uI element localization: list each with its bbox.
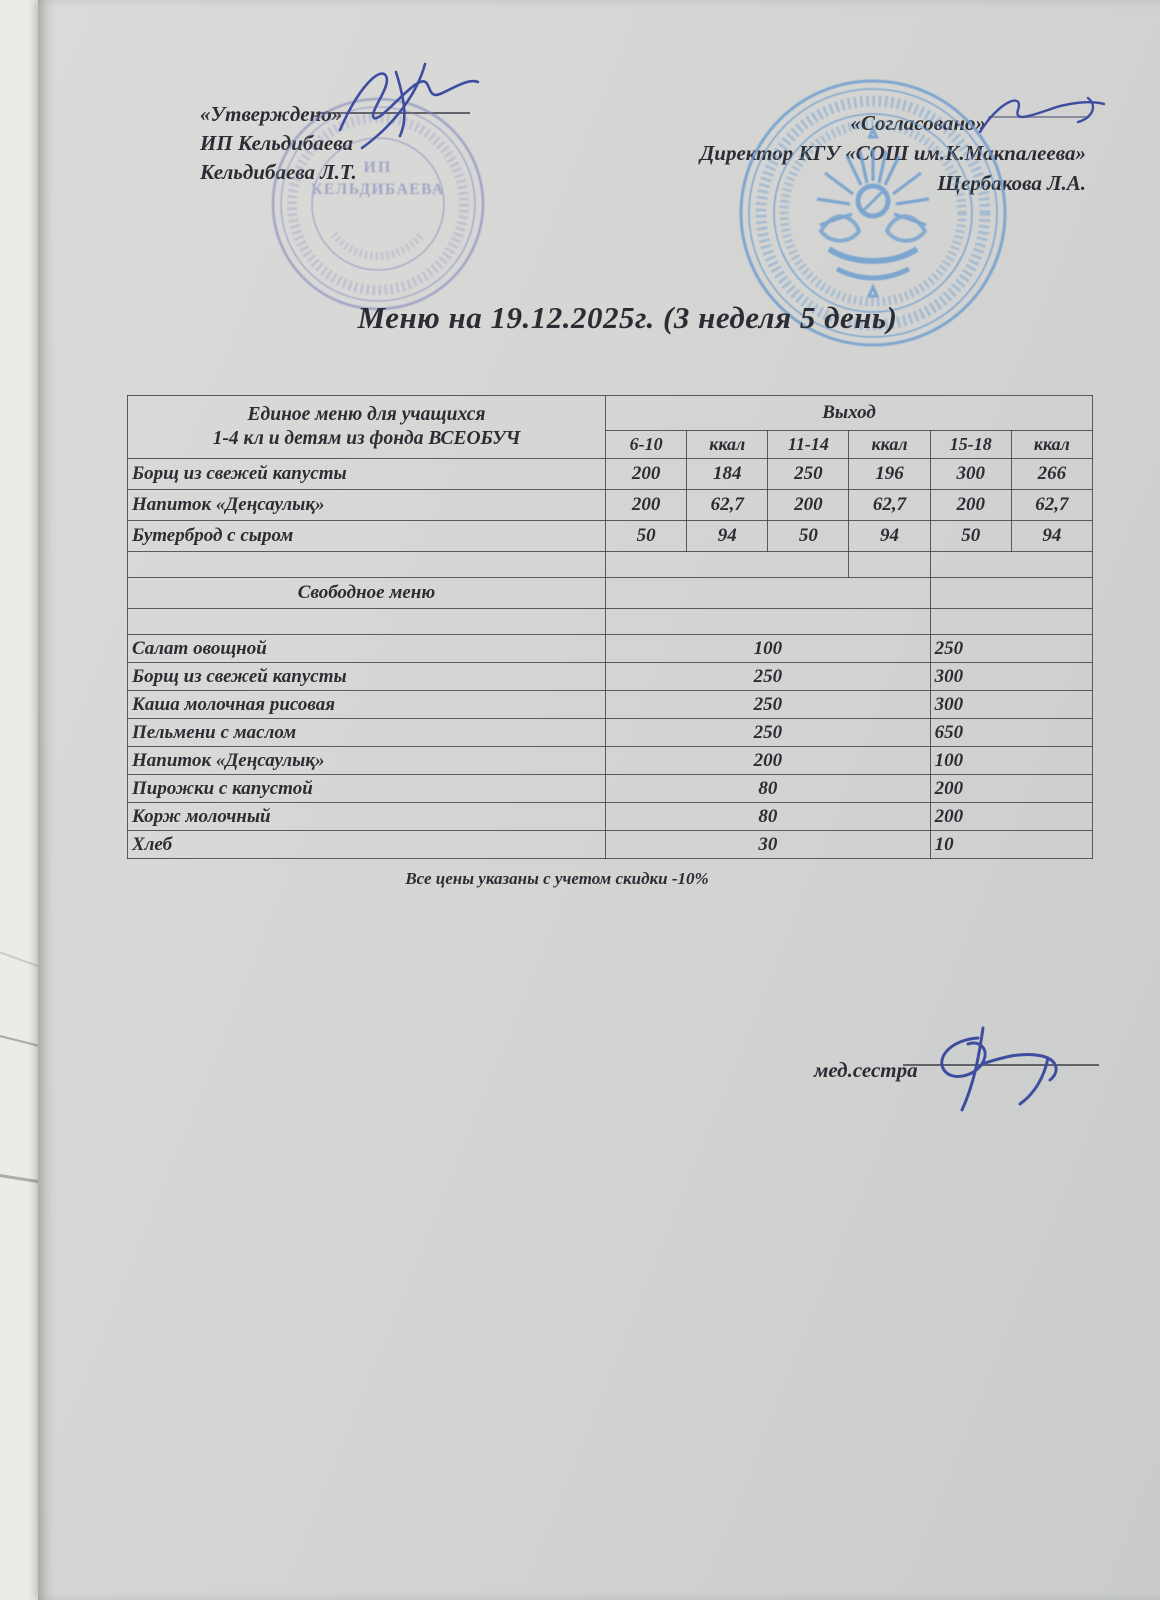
portion-cell: 250 bbox=[606, 719, 931, 747]
nurse-label: мед.сестра bbox=[814, 1058, 918, 1082]
kazakhstan-emblem-icon bbox=[817, 129, 929, 296]
price-cell: 200 bbox=[930, 775, 1092, 803]
table-row bbox=[128, 831, 1093, 859]
value-cell: 200 bbox=[606, 459, 687, 490]
table-row bbox=[128, 459, 1093, 490]
dish-name: Бутерброд с сыром bbox=[128, 521, 606, 552]
price-cell: 10 bbox=[930, 831, 1092, 859]
table-row bbox=[128, 747, 1093, 775]
portion-cell: 100 bbox=[606, 635, 931, 663]
table-row bbox=[128, 635, 1093, 663]
value-cell: 50 bbox=[768, 521, 849, 552]
value-cell: 94 bbox=[687, 521, 768, 552]
table-row bbox=[128, 775, 1093, 803]
value-cell: 266 bbox=[1011, 459, 1092, 490]
value-cell: 62,7 bbox=[687, 490, 768, 521]
stamp-number-arc-icon bbox=[334, 234, 422, 256]
signature-approver bbox=[328, 58, 488, 158]
dish-name: Каша молочная рисовая bbox=[128, 691, 606, 719]
dish-name: Пирожки с капустой bbox=[128, 775, 606, 803]
table-row bbox=[128, 663, 1093, 691]
output-group-header: Выход bbox=[606, 396, 1093, 431]
page-title: Меню на 19.12.2025г. (3 неделя 5 день) bbox=[357, 300, 898, 335]
price-cell: 650 bbox=[930, 719, 1092, 747]
price-cell: 200 bbox=[930, 803, 1092, 831]
dish-name: Корж молочный bbox=[128, 803, 606, 831]
menu-column-header bbox=[128, 396, 606, 459]
stamp-text-keldibaeva: КЕЛЬДИБАЕВА bbox=[311, 181, 445, 198]
age-column-header: 11-14 bbox=[768, 431, 849, 459]
value-cell: 200 bbox=[768, 490, 849, 521]
table-row bbox=[128, 803, 1093, 831]
dish-name: Борщ из свежей капусты bbox=[128, 459, 606, 490]
director-name: Щербакова Л.А. bbox=[937, 171, 1086, 195]
kcal-column-header: ккал bbox=[687, 431, 768, 459]
value-cell: 50 bbox=[930, 521, 1011, 552]
empty-row bbox=[128, 609, 1093, 635]
portion-cell: 250 bbox=[606, 691, 931, 719]
dish-name: Салат овощной bbox=[128, 635, 606, 663]
stamp-text-ip: ИП bbox=[363, 159, 393, 176]
approver-name: Кельдибаева Л.Т. bbox=[200, 160, 357, 184]
table-row bbox=[128, 521, 1093, 552]
dish-name: Борщ из свежей капусты bbox=[128, 663, 606, 691]
value-cell: 62,7 bbox=[849, 490, 930, 521]
discount-footnote: Все цены указаны с учетом скидки -10% bbox=[405, 869, 709, 888]
dish-name: Напиток «Деңсаулық» bbox=[128, 490, 606, 521]
signature-director bbox=[972, 88, 1112, 148]
value-cell: 200 bbox=[606, 490, 687, 521]
agreed-label: «Согласовано» bbox=[850, 111, 986, 135]
approver-org: ИП Кельдибаева bbox=[200, 131, 353, 155]
dish-name: Пельмени с маслом bbox=[128, 719, 606, 747]
director-title: Директор КГУ «СОШ им.К.Макпалеева» bbox=[699, 141, 1086, 165]
section-title: Свободное меню bbox=[128, 578, 606, 609]
value-cell: 50 bbox=[606, 521, 687, 552]
menu-header-line1: Единое меню для учащихся bbox=[247, 404, 486, 425]
value-cell: 62,7 bbox=[1011, 490, 1092, 521]
age-column-header: 15-18 bbox=[930, 431, 1011, 459]
value-cell: 250 bbox=[768, 459, 849, 490]
price-cell: 300 bbox=[930, 691, 1092, 719]
stamp-outer-text-ring-icon bbox=[761, 101, 985, 325]
kcal-column-header: ккал bbox=[1011, 431, 1092, 459]
table-row bbox=[128, 719, 1093, 747]
table-row bbox=[128, 490, 1093, 521]
value-cell: 200 bbox=[930, 490, 1011, 521]
value-cell: 94 bbox=[849, 521, 930, 552]
dish-name: Хлеб bbox=[128, 831, 606, 859]
dish-name: Напиток «Деңсаулық» bbox=[128, 747, 606, 775]
table-row bbox=[128, 691, 1093, 719]
price-cell: 300 bbox=[930, 663, 1092, 691]
value-cell: 196 bbox=[849, 459, 930, 490]
value-cell: 184 bbox=[687, 459, 768, 490]
value-cell: 300 bbox=[930, 459, 1011, 490]
kcal-column-header: ккал bbox=[849, 431, 930, 459]
table-header-row bbox=[128, 396, 1093, 431]
empty-row bbox=[128, 552, 1093, 578]
menu-table bbox=[127, 395, 1093, 859]
approved-label: «Утверждено» bbox=[200, 102, 343, 126]
portion-cell: 80 bbox=[606, 803, 931, 831]
portion-cell: 80 bbox=[606, 775, 931, 803]
price-cell: 250 bbox=[930, 635, 1092, 663]
section-title-row bbox=[128, 578, 1093, 609]
portion-cell: 250 bbox=[606, 663, 931, 691]
signature-nurse bbox=[920, 1018, 1110, 1118]
price-cell: 100 bbox=[930, 747, 1092, 775]
age-column-header: 6-10 bbox=[606, 431, 687, 459]
menu-header-line2: 1-4 кл и детям из фонда ВСЕОБУЧ bbox=[212, 428, 521, 449]
portion-cell: 200 bbox=[606, 747, 931, 775]
value-cell: 94 bbox=[1011, 521, 1092, 552]
portion-cell: 30 bbox=[606, 831, 931, 859]
